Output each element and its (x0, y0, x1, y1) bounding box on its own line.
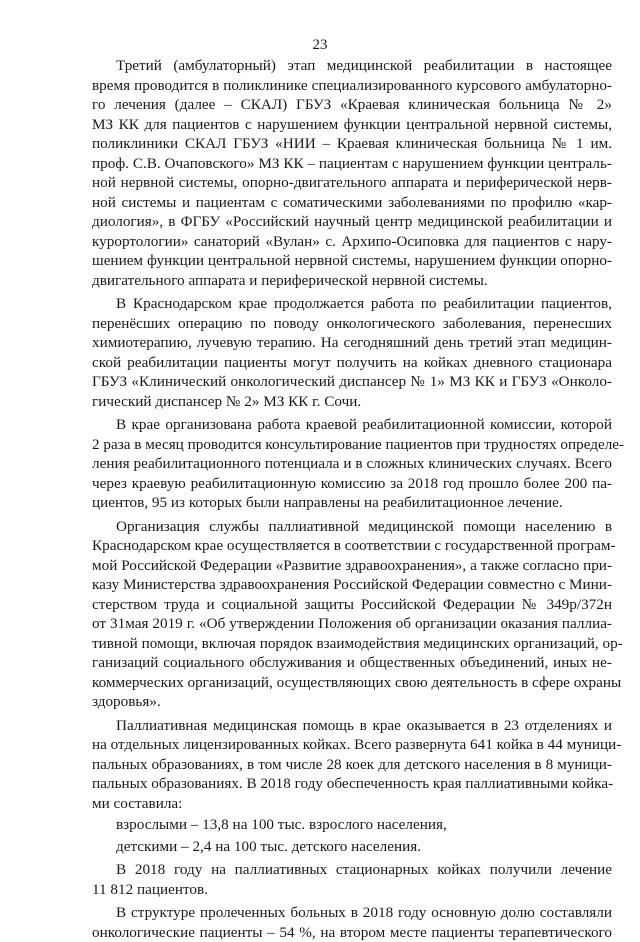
text-line: мой Российской Федерации «Развитие здравоохранения», а также согласно при- (92, 556, 612, 576)
text-line: Третий (амбулаторный) этап медицинской реабилитации в настоящее (92, 56, 612, 76)
text-line: время проводится в поликлинике специализированного курсового амбулаторно- (92, 76, 612, 96)
text-line: Организация службы паллиативной медицинской помощи населению в (92, 517, 612, 537)
text-line: гический диспансер № 2» МЗ КК г. Сочи. (92, 392, 612, 412)
text-line: перенёсших операцию по поводу онкологического заболевания, перенесших (92, 314, 612, 334)
page-number: 23 (0, 36, 640, 54)
text-line: 11 812 пациентов. (92, 880, 612, 900)
text-line: курортологии» санаторий «Вулан» с. Архипо-Осиповка для пациентов с нару- (92, 232, 612, 252)
document-body (92, 56, 612, 942)
text-line: В Краснодарском крае продолжается работа по реабилитации пациентов, (92, 294, 612, 314)
text-line: В структуре пролеченных больных в 2018 году основную долю составляли (92, 903, 612, 923)
list-item: взрослыми – 13,8 на 100 тыс. взрослого населения, (92, 815, 612, 835)
text-line: диология», в ФГБУ «Российский научный центр медицинской реабилитации и (92, 212, 612, 232)
text-line: шением функции центральной нервной системы, нарушением функции опорно- (92, 251, 612, 271)
text-line: на отдельных лицензированных койках. Всего развернута 641 койка в 44 муници- (92, 735, 612, 755)
text-line: го лечения (далее – СКАЛ) ГБУЗ «Краевая клиническая больница № 2» (92, 95, 612, 115)
text-line: В крае организована работа краевой реабилитационной комиссии, которой (92, 415, 612, 435)
paragraph (92, 294, 612, 411)
text-line: двигательного аппарата и периферической нервной системы. (92, 271, 612, 291)
paragraph (92, 56, 612, 290)
text-line: циентов, 95 из которых были направлены на реабилитационное лечение. (92, 493, 612, 513)
paragraph (92, 903, 612, 942)
text-line: пальных образованиях. В 2018 году обеспеченность края паллиативными койка- (92, 774, 612, 794)
bed-provision-list (92, 815, 612, 856)
text-line: поликлиники СКАЛ ГБУЗ «НИИ – Краевая клиническая больница № 1 им. (92, 134, 612, 154)
paragraph (92, 517, 612, 712)
text-line: пальных образованиях, в том числе 28 коек для детского населения в 8 муници- (92, 755, 612, 775)
text-line: Краснодарском крае осуществляется в соответствии с государственной програм- (92, 536, 612, 556)
text-line: ской реабилитации пациенты могут получить на койках дневного стационара (92, 353, 612, 373)
text-line: здоровья». (92, 692, 612, 712)
text-line: тивной помощи, включая порядок взаимодействия медицинских организаций, ор- (92, 634, 612, 654)
text-line: ления реабилитационного потенциала и в сложных клинических случаях. Всего (92, 454, 612, 474)
paragraph (92, 716, 612, 814)
text-line: Паллиативная медицинская помощь в крае оказывается в 23 отделениях и (92, 716, 612, 736)
text-line: ной системы и пациентам с соматическими заболеваниями по профилю «кар- (92, 193, 612, 213)
text-line: В 2018 году на паллиативных стационарных койках получили лечение (92, 860, 612, 880)
text-line: коммерческих организаций, осуществляющих свою деятельность в сфере охраны (92, 673, 612, 693)
paragraph (92, 860, 612, 899)
text-line: химиотерапию, лучевую терапию. На сегодняшний день третий этап медицин- (92, 333, 612, 353)
text-line: стерством труда и социальной защиты Российской Федерации № 349р/372н (92, 595, 612, 615)
text-line: казу Министерства здравоохранения Российской Федерации совместно с Мини- (92, 575, 612, 595)
text-line: проф. С.В. Очаповского» МЗ КК – пациентам с нарушением функции централь- (92, 154, 612, 174)
text-line: ГБУЗ «Клинический онкологический диспансер № 1» МЗ КК и ГБУЗ «Онколо- (92, 372, 612, 392)
text-line: ми составила: (92, 794, 612, 814)
text-line: 2 раза в месяц проводится консультирование пациентов при трудностях определе- (92, 435, 612, 455)
text-line: ганизаций социального обслуживания и общественных объединений, иных не- (92, 653, 612, 673)
text-line: от 31мая 2019 г. «Об утверждении Положения об организации оказания паллиа- (92, 614, 612, 634)
text-line: МЗ КК для пациентов с нарушением функции центральной нервной системы, (92, 115, 612, 135)
text-line: онкологические пациенты – 54 %, на втором месте пациенты терапевтического (92, 923, 612, 942)
text-line: через краевую реабилитационную комиссию за 2018 год прошло более 200 па- (92, 474, 612, 494)
paragraph (92, 415, 612, 513)
text-line: ной нервной системы, опорно-двигательного аппарата и периферической нерв- (92, 173, 612, 193)
list-item: детскими – 2,4 на 100 тыс. детского населения. (92, 837, 612, 857)
